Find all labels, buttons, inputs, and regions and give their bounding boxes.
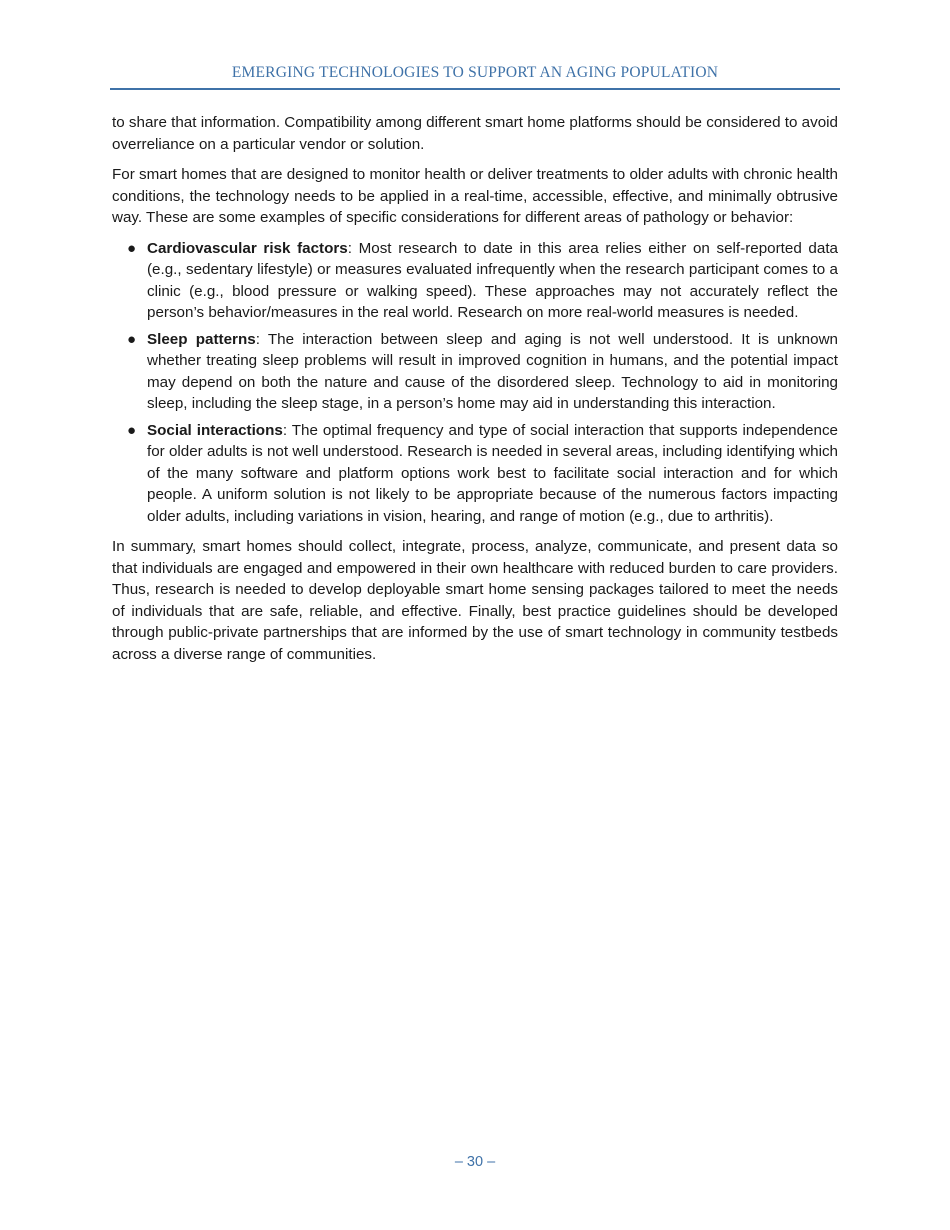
paragraph-intro: For smart homes that are designed to monitor health or deliver treatments to older adults with chronic health conditions, the technology needs to be applied in a real-time, accessible, effective, and minimally obtrusive way. These are some examples of specific considerations for different areas of pathology or behavior: xyxy=(112,166,838,226)
document-body xyxy=(112,112,838,674)
list-item-text: : The optimal frequency and type of social interaction that supports independence for older adults is not well understood. Research is needed in several areas, including identifying which of the many software and platform options work best to facilitate social interaction and for which people. A uniform solution is not likely to be appropriate because of the numerous factors impacting older adults, including variations in vision, hearing, and range of motion (e.g., due to arthritis). xyxy=(147,421,838,525)
paragraph-continuation: to share that information. Compatibility among different smart home platforms should be considered to avoid overreliance on a particular vendor or solution. xyxy=(112,114,838,153)
list-item-social xyxy=(127,420,838,528)
list-item-text: : The interaction between sleep and aging is not well understood. It is unknown whether treating sleep problems will result in improved cognition in humans, and the potential impact may depend on both the nature and cause of the disordered sleep. Technology to aid in monitoring sleep, including the sleep stage, in a person’s home may aid in understanding this interaction. xyxy=(147,330,838,412)
page-header: EMERGING TECHNOLOGIES TO SUPPORT AN AGING POPULATION xyxy=(110,64,840,90)
list-item-sleep xyxy=(127,329,838,415)
list-item-term: Sleep patterns xyxy=(147,330,256,348)
list-item-text: : Most research to date in this area relies either on self-reported data (e.g., sedentary lifestyle) or measures evaluated infrequently when the research participant comes to a clinic (e.g., blood pressure or walking speed). These approaches may not accurately reflect the person’s behavior/measures in the real world. Research on more real-world measures is needed. xyxy=(147,239,838,321)
paragraph-summary: In summary, smart homes should collect, integrate, process, analyze, communicate, and present data so that individuals are engaged and empowered in their own healthcare with reduced burden to care providers. Thus, research is needed to develop deployable smart home sensing packages tailored to meet the needs of individuals that are safe, reliable, and effective. Finally, best practice guidelines should be developed through public-private partnerships that are informed by the use of smart technology in community testbeds across a diverse range of communities. xyxy=(112,538,838,663)
list-item-term: Cardiovascular risk factors xyxy=(147,239,348,257)
list-item-cardiovascular xyxy=(127,238,838,324)
page-number: – 30 – xyxy=(454,1154,496,1170)
considerations-list xyxy=(112,238,838,528)
bullet-icon: ● xyxy=(127,239,137,257)
list-item-term: Social interactions xyxy=(147,421,283,439)
bullet-icon: ● xyxy=(127,421,137,439)
bullet-icon: ● xyxy=(127,330,137,348)
